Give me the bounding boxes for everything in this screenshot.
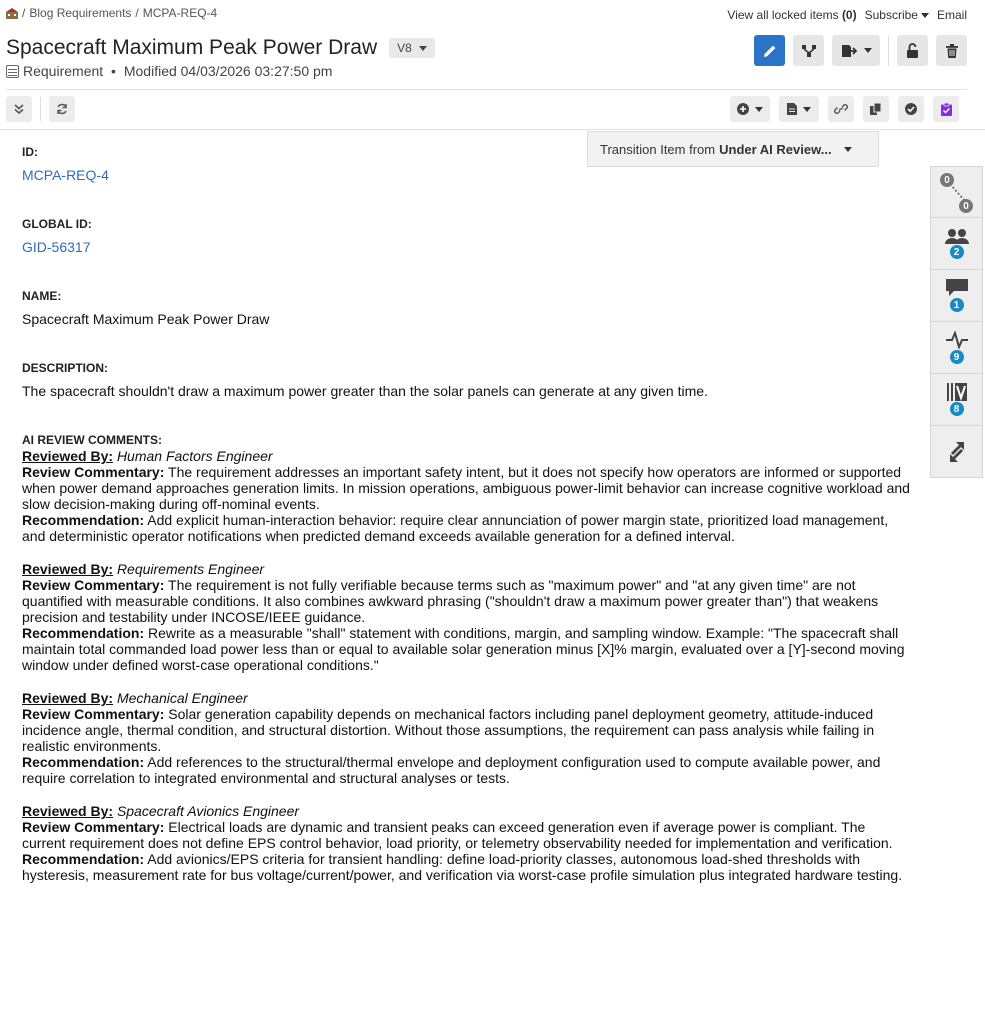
review-commentary: Solar generation capability depends on mechanical factors including panel deployment geometry, attitude-induced incidence angle, thermal condition, and structural distortion. Without those assumptions, the requirement can pass analysis while failing in realistic environments. <box>22 706 875 754</box>
reviewer-name: Human Factors Engineer <box>116 448 273 464</box>
item-meta: Requirement • Modified 04/03/2026 03:27:50 pm <box>6 63 332 79</box>
view-toolbar <box>6 96 75 122</box>
field-global-id: GLOBAL ID: GID-56317 <box>22 216 912 255</box>
trace-button[interactable] <box>793 35 824 66</box>
caret-down-icon <box>864 48 872 53</box>
users-icon <box>945 228 969 244</box>
project-home-icon[interactable] <box>6 8 18 19</box>
unlock-icon <box>906 43 919 58</box>
global-id-value[interactable]: GID-56317 <box>22 239 91 255</box>
transition-dropdown[interactable]: Transition Item from Under AI Review... <box>587 131 879 167</box>
rail-sync[interactable] <box>930 426 983 478</box>
caret-down-icon <box>803 107 811 112</box>
version-dropdown[interactable]: V8 <box>389 38 435 58</box>
review-block: Reviewed By: Spacecraft Avionics Engineer Review Commentary: Electrical loads are dynamic and transient peaks can exceed generation even if average power is compliant. The current requirement does not define EPS control behavior, load priority, or telemetry observability needed for implementation and verification. Recommendation: Add avionics/EPS criteria for transient handling: define load-priority classes, autonomous load-shed thresholds with hysteresis, measurement rate for bus voltage/current/power, and verification via worst-case profile simulation plus integrated hardware testing. <box>22 803 903 883</box>
review-block: Reviewed By: Human Factors Engineer Review Commentary: The requirement addresses an important safety intent, but it does not specify how operators are informed or supported when power demand approaches generation limits. In mission operations, ambiguous power-limit behavior can increase cognitive workload and slow decision-making during off-nominal events. Recommendation: Add explicit human-interaction behavior: require clear annunciation of power margin state, prioritized load management, and deterministic operator notifications when predicted demand exceeds available generation for a defined interval. <box>22 448 910 544</box>
review-commentary: The requirement is not fully verifiable because terms such as "maximum power" and "at any given time" are not quantified with measurable conditions. It also combines awkward phrasing ("shouldn't draw a maximum power greater than") that weakens precision and testability under INCOSE/IEEE guidance. <box>22 577 879 625</box>
item-fields <box>22 141 912 883</box>
clipboard-check-icon <box>941 103 952 116</box>
view-locked-items-link[interactable]: View all locked items (0) <box>727 8 857 22</box>
top-bar <box>0 0 985 28</box>
refresh-icon <box>56 103 68 115</box>
add-dropdown[interactable] <box>730 96 770 122</box>
field-description: DESCRIPTION: The spacecraft shouldn't draw a maximum power greater than the solar panels can generate at any given time. <box>22 360 912 399</box>
pencil-icon <box>763 44 777 58</box>
activity-count: 9 <box>950 350 964 364</box>
caret-down-icon <box>419 46 427 51</box>
breadcrumb-item: MCPA-REQ-4 <box>142 6 218 20</box>
plus-circle-icon <box>737 103 749 115</box>
title-row <box>6 36 435 60</box>
rail-activity[interactable] <box>930 322 983 374</box>
transition-state: Under AI Review... <box>719 141 832 157</box>
ai-review-button[interactable] <box>933 96 959 122</box>
email-link[interactable]: Email <box>936 8 967 22</box>
item-actions <box>754 35 967 66</box>
review-recommendation: Rewrite as a measurable "shall" statement with conditions, margin, and sampling window. Example: "The spacecraft shall maintain total commanded load power less than or equal to available solar generation minus [X]% margin, evaluated over a [Y]-second moving window under defined worst-case operational conditions." <box>22 625 905 673</box>
refresh-button[interactable] <box>49 96 75 122</box>
export-icon <box>841 44 857 58</box>
side-rail <box>930 166 983 478</box>
review-commentary: The requirement addresses an important safety intent, but it does not specify how operators are informed or supported when power demand approaches generation limits. In mission operations, ambiguous power-limit behavior can increase cognitive workload and slow decision-making during off-nominal events. <box>22 464 910 512</box>
item-toolbar <box>730 96 959 122</box>
rail-collaborators[interactable] <box>930 218 983 270</box>
breadcrumb-project[interactable]: Blog Requirements <box>29 6 132 20</box>
export-dropdown[interactable] <box>832 35 880 66</box>
sync-arrows-icon <box>948 440 966 464</box>
link-icon <box>834 103 848 115</box>
double-chevron-down-icon <box>14 104 24 114</box>
link-button[interactable] <box>828 96 854 122</box>
copy-icon <box>870 103 882 115</box>
field-id: ID: MCPA-REQ-4 <box>22 144 912 183</box>
review-block: Reviewed By: Requirements Engineer Review Commentary: The requirement is not fully verifiable because terms such as "maximum power" and "at any given time" are not quantified with measurable conditions. It also combines awkward phrasing ("shouldn't draw a maximum power greater than") that weakens precision and testability under INCOSE/IEEE guidance. Recommendation: Rewrite as a measurable "shall" statement with conditions, margin, and sampling window. Example: "The spacecraft shall maintain total commanded load power less than or equal to available solar generation minus [X]% margin, evaluated over a [Y]-second moving window under defined worst-case operational conditions." <box>22 561 905 673</box>
page-title: Spacecraft Maximum Peak Power Draw <box>6 36 378 59</box>
review-recommendation: Add avionics/EPS criteria for transient handling: define load-priority classes, autonomous load-shed thresholds with hysteresis, measurement rate for bus voltage/current/power, and verification via worst-case profile simulation plus integrated hardware testing. <box>22 851 903 883</box>
breadcrumb: / Blog Requirements / MCPA-REQ-4 <box>6 6 217 20</box>
trash-icon <box>946 44 958 58</box>
reviewer-name: Spacecraft Avionics Engineer <box>116 803 300 819</box>
collapse-all-button[interactable] <box>6 96 32 122</box>
file-icon <box>787 103 797 115</box>
review-button[interactable] <box>898 96 924 122</box>
name-value: Spacecraft Maximum Peak Power Draw <box>22 311 270 327</box>
delete-button[interactable] <box>936 35 967 66</box>
header-links <box>727 8 967 22</box>
versions-count: 8 <box>950 402 964 416</box>
review-recommendation: Add references to the structural/thermal envelope and deployment configuration used to compute available power, and require correlation to integrated environmental and structural analyses or tests. <box>22 754 881 786</box>
item-type: Requirement <box>23 63 104 79</box>
reviewer-name: Requirements Engineer <box>116 561 265 577</box>
modified-date: Modified 04/03/2026 03:27:50 pm <box>123 63 333 79</box>
rail-comments[interactable] <box>930 270 983 322</box>
caret-down-icon <box>755 107 763 112</box>
activity-pulse-icon <box>946 331 968 349</box>
upstream-count: 0 <box>940 173 954 187</box>
comments-count: 1 <box>950 298 964 312</box>
reviewer-name: Mechanical Engineer <box>116 690 248 706</box>
comment-icon <box>945 279 969 297</box>
requirement-icon <box>6 65 19 78</box>
review-commentary: Electrical loads are dynamic and transient peaks can exceed generation even if average power is compliant. The current requirement does not define EPS control behavior, load priority, or telemetry observability needed for implementation and verification. <box>22 819 893 851</box>
rail-versions[interactable] <box>930 374 983 426</box>
id-value[interactable]: MCPA-REQ-4 <box>22 167 109 183</box>
versions-icon <box>947 383 967 401</box>
lock-button[interactable] <box>897 35 928 66</box>
review-recommendation: Add explicit human-interaction behavior: require clear annunciation of power margin state, prioritized load management, and deterministic operator notifications when predicted demand exceeds available generation for a defined interval. <box>22 512 889 544</box>
document-dropdown[interactable] <box>779 96 819 122</box>
field-ai-review-comments: AI REVIEW COMMENTS: Reviewed By: Human Factors Engineer Review Commentary: The requirement addresses an important safety intent, but it does not specify how operators are informed or supported when power demand approaches generation limits. In mission operations, ambiguous power-limit behavior can increase cognitive workload and slow decision-making during off-nominal events. Recommendation: Add explicit human-interaction behavior: require clear annunciation of power margin state, prioritized load management, and deterministic operator notifications when predicted demand exceeds available generation for a defined interval. Reviewed By: Requirements Engineer Review Commentary: The requirement is not fully verifiable because terms such as "maximum power" and "at any given time" are not quantified with measurable conditions. It also combines awkward phrasing ("shouldn't draw a maximum power greater than") that weakens precision and testability under INCOSE/IEEE guidance. Recommendation: Rewrite as a measurable "shall" statement with conditions, margin, and sampling window. Example: "The spacecraft shall maintain total commanded load power less than or equal to available solar generation minus [X]% margin, evaluated over a [Y]-second moving window under defined worst-case operational conditions." Reviewed By: Mechanical Engineer Review Commentary: Solar generation capability depends on mechanical factors including panel deployment geometry, attitude-induced incidence angle, thermal condition, and structural distortion. Without those assumptions, the requirement can pass analysis while failing in realistic environments. Recommendation: Add references to the structural/thermal envelope and deployment configuration used to compute available power, and require correlation to integrated environmental and structural analyses or tests. Reviewed By: Spacecraft Avionics Engineer Review Commentary: Electrical loads are dynamic and transient peaks can exceed generation even if average power is compliant. The current requirement does not define EPS control behavior, load priority, or telemetry observability needed for implementation and verification. Recommendation: Add avionics/EPS criteria for transient handling: define load-priority classes, autonomous load-shed thresholds with hysteresis, measurement rate for bus voltage/current/power, and verification via worst-case profile simulation plus integrated hardware testing. <box>22 432 912 883</box>
copy-button[interactable] <box>863 96 889 122</box>
rail-relationships[interactable] <box>930 166 983 218</box>
edit-button[interactable] <box>754 35 785 66</box>
downstream-count: 0 <box>959 199 973 213</box>
description-value: The spacecraft shouldn't draw a maximum power greater than the solar panels can generate at any given time. <box>22 383 708 399</box>
caret-down-icon <box>921 13 929 18</box>
review-block: Reviewed By: Mechanical Engineer Review Commentary: Solar generation capability depends on mechanical factors including panel deployment geometry, attitude-induced incidence angle, thermal condition, and structural distortion. Without those assumptions, the requirement can pass analysis while failing in realistic environments. Recommendation: Add references to the structural/thermal envelope and deployment configuration used to compute available power, and require correlation to integrated environmental and structural analyses or tests. <box>22 690 881 786</box>
field-name: NAME: Spacecraft Maximum Peak Power Draw <box>22 288 912 327</box>
collaborators-count: 2 <box>950 245 964 259</box>
check-circle-icon <box>905 103 917 115</box>
hierarchy-icon <box>801 44 817 58</box>
subscribe-dropdown[interactable]: Subscribe <box>865 8 929 22</box>
